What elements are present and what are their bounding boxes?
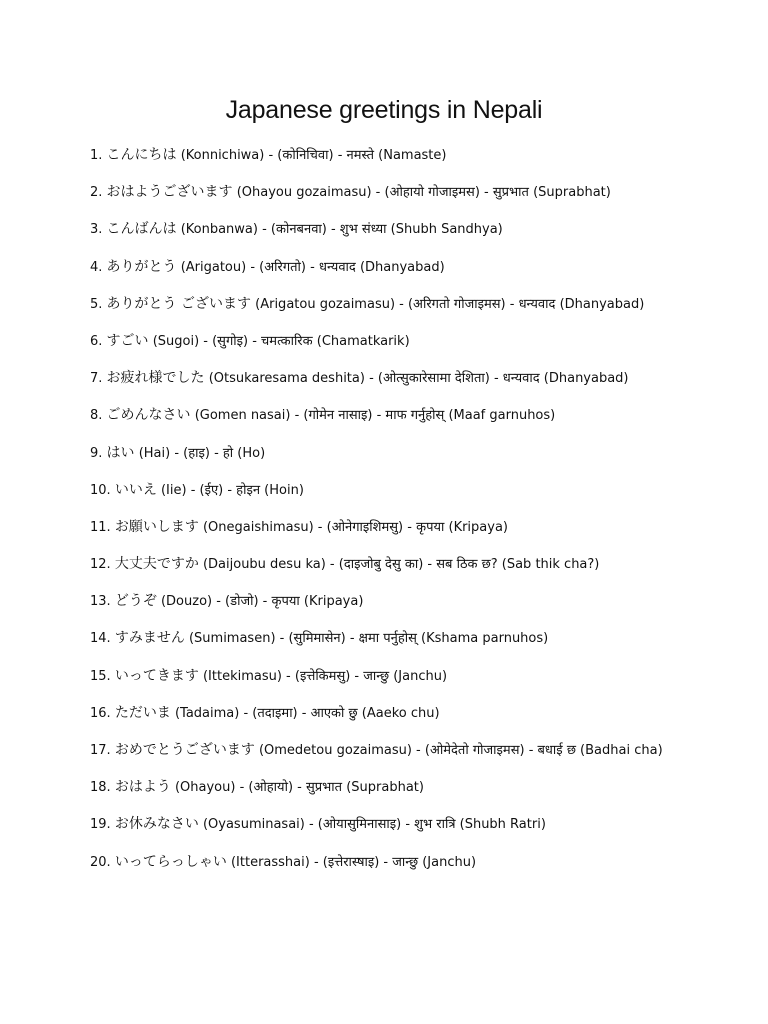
list-item — [90, 739, 670, 762]
japanese-text: いってきます — [114, 667, 199, 684]
item-number: 10. — [90, 482, 111, 498]
list-item — [90, 553, 670, 576]
list-item — [90, 367, 670, 390]
list-item — [90, 665, 670, 688]
japanese-text: お休みなさい — [114, 816, 199, 833]
translation-text: (Onegaishimasu) - (ओनेगाइशिमसु) - कृपया (Kripaya) — [202, 519, 508, 535]
item-number: 20. — [90, 854, 111, 870]
greetings-list — [90, 144, 670, 888]
item-number: 12. — [90, 557, 111, 573]
translation-text: (Konnichiwa) - (कोनिचिवा) - नमस्ते (Namaste) — [180, 148, 447, 163]
translation-text: (Omedetou gozaimasu) - (ओमेदेतो गोजाइमस) - बधाई छ (Badhai cha) — [258, 743, 663, 758]
japanese-text: おはようございます — [106, 184, 233, 201]
item-number: 2. — [90, 185, 103, 201]
list-item — [90, 442, 670, 465]
japanese-text: どうぞ — [114, 593, 157, 610]
list-item — [90, 218, 670, 241]
item-number: 3. — [90, 222, 103, 238]
japanese-text: はい — [106, 444, 135, 461]
japanese-text: ありがとう — [106, 258, 177, 275]
translation-text: (Ittekimasu) - (इत्तेकिमसु) - जान्छु (Janchu) — [202, 668, 448, 684]
list-item — [90, 330, 670, 353]
translation-text: (Sumimasen) - (सुमिमासेन) - क्षमा पर्नुहोस् (Kshama parnuhos) — [188, 631, 549, 647]
translation-text: (Arigatou) - (अरिगतो) - धन्यवाद (Dhanyabad) — [180, 259, 445, 275]
page-title: Japanese greetings in Nepali — [225, 96, 543, 124]
list-item — [90, 516, 670, 539]
japanese-text: おめでとうございます — [114, 742, 255, 758]
item-number: 8. — [90, 408, 103, 424]
japanese-text: いいえ — [114, 481, 157, 498]
translation-text: (Konbanwa) - (कोनबनवा) - शुभ संध्या (Shubh Sandhya) — [180, 222, 503, 238]
japanese-text: おはよう — [114, 779, 171, 796]
japanese-text: ごめんなさい — [106, 407, 191, 424]
translation-text: (Tadaima) - (तदाइमा) - आएको छु (Aaeko chu) — [174, 705, 440, 721]
list-item — [90, 851, 670, 874]
translation-text: (Ohayou) - (ओहायो) - सुप्रभात (Suprabhat) — [174, 780, 424, 796]
translation-text: (Otsukaresama deshita) - (ओत्सुकारेसामा देशिता) - धन्यवाद (Dhanyabad) — [208, 371, 629, 387]
item-number: 5. — [90, 296, 103, 312]
translation-text: (Sugoi) - (सुगोइ) - चमत्कारिक (Chamatkarik) — [152, 333, 410, 349]
japanese-text: ただいま — [114, 704, 171, 721]
item-number: 6. — [90, 333, 103, 349]
list-item — [90, 590, 670, 613]
japanese-text: すごい — [106, 332, 149, 349]
item-number: 19. — [90, 817, 111, 833]
japanese-text: すみません — [114, 630, 185, 647]
list-item — [90, 144, 670, 167]
translation-text: (Douzo) - (डोजो) - कृपया (Kripaya) — [160, 594, 364, 610]
list-item — [90, 627, 670, 650]
list-item — [90, 404, 670, 427]
translation-text: (Iie) - (ईए) - होइन (Hoin) — [160, 482, 304, 498]
item-number: 13. — [90, 594, 111, 610]
item-number: 4. — [90, 259, 103, 275]
japanese-text: お疲れ様でした — [106, 370, 205, 387]
item-number: 17. — [90, 743, 111, 758]
item-number: 1. — [90, 148, 103, 163]
japanese-text: こんにちは — [106, 147, 177, 163]
translation-text: (Hai) - (हाइ) - हो (Ho) — [138, 445, 266, 461]
item-number: 15. — [90, 668, 111, 684]
item-number: 11. — [90, 519, 111, 535]
japanese-text: お願いします — [114, 518, 199, 535]
translation-text: (Daijoubu desu ka) - (दाइजोबु देसु का) - सब ठिक छ? (Sab thik cha?) — [202, 557, 600, 573]
item-number: 16. — [90, 705, 111, 721]
list-item — [90, 293, 670, 316]
japanese-text: ありがとう ございます — [106, 295, 251, 312]
item-number: 7. — [90, 371, 103, 387]
item-number: 14. — [90, 631, 111, 647]
list-item — [90, 776, 670, 799]
japanese-text: いってらっしゃい — [114, 853, 227, 870]
list-item — [90, 479, 670, 502]
translation-text: (Ohayou gozaimasu) - (ओहायो गोजाइमस) - सुप्रभात (Suprabhat) — [236, 185, 611, 201]
item-number: 9. — [90, 445, 103, 461]
japanese-text: 大丈夫ですか — [114, 556, 199, 573]
translation-text: (Arigatou gozaimasu) - (अरिगतो गोजाइमस) - धन्यवाद (Dhanyabad) — [255, 296, 645, 312]
list-item — [90, 181, 670, 204]
list-item — [90, 813, 670, 836]
japanese-text: こんばんは — [106, 221, 177, 238]
translation-text: (Itterasshai) - (इत्तेरास्षाइ) - जान्छु (Janchu) — [230, 854, 477, 870]
translation-text: (Gomen nasai) - (गोमेन नासाइ) - माफ गर्नुहोस् (Maaf garnuhos) — [194, 408, 556, 424]
list-item — [90, 256, 670, 279]
list-item — [90, 702, 670, 725]
item-number: 18. — [90, 780, 111, 796]
translation-text: (Oyasuminasai) - (ओयासुमिनासाइ) - शुभ रात्रि (Shubh Ratri) — [202, 817, 546, 833]
